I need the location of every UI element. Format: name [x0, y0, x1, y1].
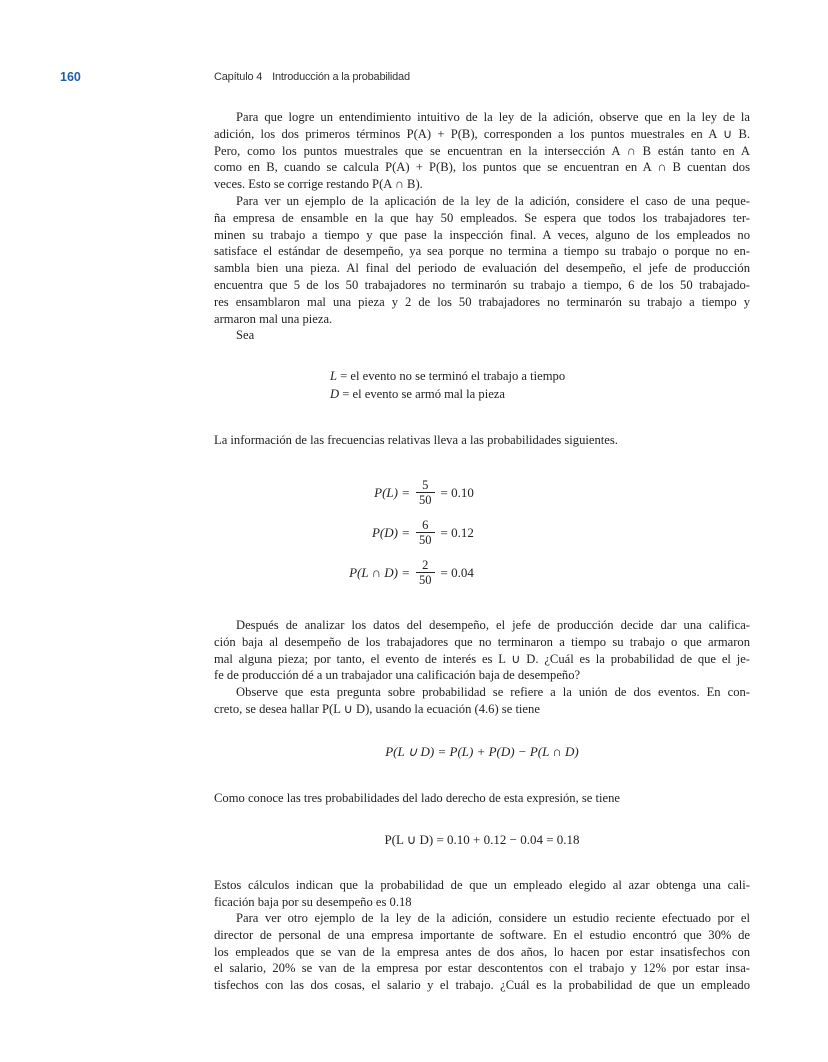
paragraph — [214, 109, 750, 193]
text-line: adición, los dos primeros términos P(A) + P(B), corresponden a los puntos muestrales en A ∪ B. — [214, 126, 750, 141]
text-line: minen su trabajo a tiempo y que pase la inspección final. A veces, alguno de los empleados no — [214, 227, 750, 242]
running-header — [214, 71, 410, 83]
symbol: D — [330, 387, 340, 401]
definition-d — [330, 385, 565, 403]
equation-p-l — [270, 478, 474, 508]
fraction — [416, 478, 435, 508]
text-line: armaron mal una pieza. — [214, 311, 333, 326]
rhs: = 0.10 — [440, 485, 474, 500]
text-line: satisface el estándar de desempeño, ya sea porque no termina a tiempo su trabajo o porque no en- — [214, 244, 750, 259]
lhs: P(D) = — [371, 525, 410, 540]
chapter-title: Introducción a la probabilidad — [272, 71, 410, 83]
text-line: La información de las frecuencias relativas lleva a las probabilidades siguientes. — [214, 433, 618, 447]
chapter-label: Capítulo 4 — [214, 71, 263, 83]
text-line: Como conoce las tres probabilidades del lado derecho de esta expresión, se tiene — [214, 791, 621, 805]
text-line: Sea — [236, 328, 255, 342]
text-line: Estos cálculos indican que la probabilidad de que un empleado elegido al azar obtenga una cali- — [214, 878, 750, 892]
text-line: los empleados que se van de la empresa antes de dos años, lo hacen por estar insatisfechos con — [214, 944, 750, 959]
fraction — [416, 518, 435, 548]
paragraph — [214, 910, 750, 994]
text-line: como en B, cuando se calcula P(A) + P(B), los puntos que se encuentran en A ∩ B cuentan dos — [214, 160, 750, 175]
text-line: Para que logre un entendimiento intuitivo de la ley de la adición, observe que en la ley de la — [236, 110, 750, 124]
text-line: Pero, como los puntos muestrales que se encuentran en la intersección A ∩ B están tanto en A — [214, 143, 750, 158]
paragraph — [214, 877, 750, 911]
text-line: Después de analizar los datos del desempeño, el jefe de producción decide dar una califica- — [236, 618, 750, 632]
equation-p-d — [270, 518, 474, 548]
symbol: L — [330, 369, 338, 383]
text-line: ña empresa de ensamble en la que hay 50 empleados. Se espera que todos los trabajadores ter- — [214, 210, 750, 225]
definition-text: = el evento no se terminó el trabajo a tiempo — [340, 369, 566, 383]
result-equation: P(L ∪ D) = 0.10 + 0.12 − 0.04 = 0.18 — [384, 832, 580, 847]
text-line: sambla bien una pieza. Al final del periodo de evaluación del desempeño, el jefe de producción — [214, 261, 750, 276]
text-line: creto, se desea hallar P(L ∪ D), usando la ecuación (4.6) se tiene — [214, 701, 540, 716]
fraction — [416, 558, 435, 588]
text-line: ficación baja por su desempeño es 0.18 — [214, 894, 412, 909]
numerator: 6 — [422, 518, 429, 532]
denominator: 50 — [416, 492, 435, 508]
lhs: P(L ∩ D) = — [349, 565, 410, 580]
denominator: 50 — [416, 532, 435, 548]
text-line: mal alguna pieza; por tanto, el evento de interés es L ∪ D. ¿Cuál es la probabilidad de que el je- — [214, 651, 750, 666]
text-line: ción baja al desempeño de los trabajadores que no terminaron a tiempo su trabajo o que armaron — [214, 634, 750, 649]
rhs: = 0.12 — [440, 525, 474, 540]
text-line: fe de producción dé a un trabajador una calificación baja de desempeño? — [214, 668, 581, 683]
paragraph — [214, 684, 750, 718]
text-line: veces. Esto se corrige restando P(A ∩ B). — [214, 177, 423, 192]
denominator: 50 — [416, 572, 435, 588]
text-line: res ensamblaron mal una pieza y 2 de los 50 trabajadores no terminarón su trabajo a tiempo y — [214, 294, 750, 309]
numerator: 2 — [422, 558, 429, 572]
paragraph — [214, 432, 750, 449]
paragraph — [214, 193, 750, 327]
text-line: Para ver otro ejemplo de la ley de la adición, considere un estudio reciente efectuado por el — [236, 911, 750, 925]
equation-p-l-and-d — [270, 558, 474, 588]
page-number: 160 — [60, 70, 81, 84]
text-line: Para ver un ejemplo de la aplicación de la ley de la adición, considere el caso de una peque- — [236, 194, 750, 208]
paragraph — [214, 327, 750, 344]
text-line: el salario, 20% se van de la empresa por estar descontentos con el trabajo y 12% por estar insa- — [214, 961, 750, 976]
definition-l — [330, 367, 565, 385]
text-line: director de personal de una empresa importante de software. En el estudio encontró que 30% de — [214, 927, 750, 942]
definition-text: = el evento se armó mal la pieza — [342, 387, 505, 401]
definitions — [330, 367, 565, 403]
text-line: Observe que esta pregunta sobre probabilidad se refiere a la unión de dos eventos. En con- — [236, 685, 750, 699]
paragraph — [214, 790, 750, 807]
lhs: P(L) = — [374, 485, 410, 500]
addition-law-equation: P(L ∪ D) = P(L) + P(D) − P(L ∩ D) — [385, 744, 579, 759]
paragraph — [214, 617, 750, 684]
text-line: encuentra que 5 de los 50 trabajadores no terminarón su trabajo a tiempo, 6 de los 50 trabajado- — [214, 277, 750, 292]
text-line: tisfechos con las dos cosas, el salario y el trabajo. ¿Cuál es la probabilidad de que un empleado — [214, 978, 750, 993]
rhs: = 0.04 — [440, 565, 474, 580]
numerator: 5 — [422, 478, 429, 492]
